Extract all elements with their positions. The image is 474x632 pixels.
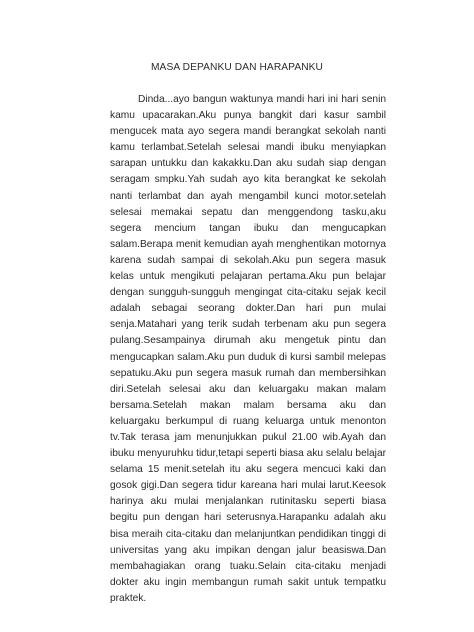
document-body-paragraph: Dinda...ayo bangun waktunya mandi hari ini hari senin kamu upacarakan.Aku punya bangkit dari kasur sambil mengucek mata ayo segera mandi berangkat sekolah nanti kamu terlambat.Setelah selesai mandi ibuku menyiapkan sarapan untukku dan kakakku.Dan aku sudah siap dengan seragam smpku.Yah sudah ayo kita berangkat ke sekolah nanti terlambat dan ayah mengambil kunci motor.setelah selesai memakai sepatu dan menggendong tasku,aku segera mencium tangan ibuku dan mengucapkan salam.Berapa menit kemudian ayah menghentikan motornya karena sudah sampai di sekolah.Aku pun segera masuk kelas untuk mengikuti pelajaran pertama.Aku pun belajar dengan sungguh-sungguh mengingat cita-citaku sejak kecil adalah sebagai seorang dokter.Dan hari pun mulai senja.Matahari yang terik sudah terbenam aku pun segera pulang.Sesampainya dirumah aku mengetuk pintu dan mengucapkan salam.Aku pun duduk di kursi sambil melepas sepatuku.Aku pun segera masuk rumah dan membersihkan diri.Setelah selesai aku dan keluargaku makan malam bersama.Setelah makan malam bersama aku dan keluargaku berkumpul di ruang keluarga untuk menonton tv.Tak terasa jam menunjukkan pukul 21.00 wib.Ayah dan ibuku menyuruhku tidur,tetapi seperti biasa aku selalu belajar selama 15 menit.setelah itu aku segera mencuci kaki dan gosok gigi.Dan segera tidur kareana hari mulai larut.Keesok harinya aku mulai menjalankan rutinitasku seperti biasa begitu pun dengan hari seterusnya.Harapanku adalah aku bisa meraih cita-citaku dan melanjuntkan pendidikan tinggi di universitas yang aku impikan dengan jalur beasiswa.Dan membahagiakan orang tuaku.Selain cita-citaku menjadi dokter aku ingin membangun rumah sakit untuk tempatku praktek.: [110, 94, 386, 604]
document-title: MASA DEPANKU DAN HARAPANKU: [150, 62, 324, 73]
